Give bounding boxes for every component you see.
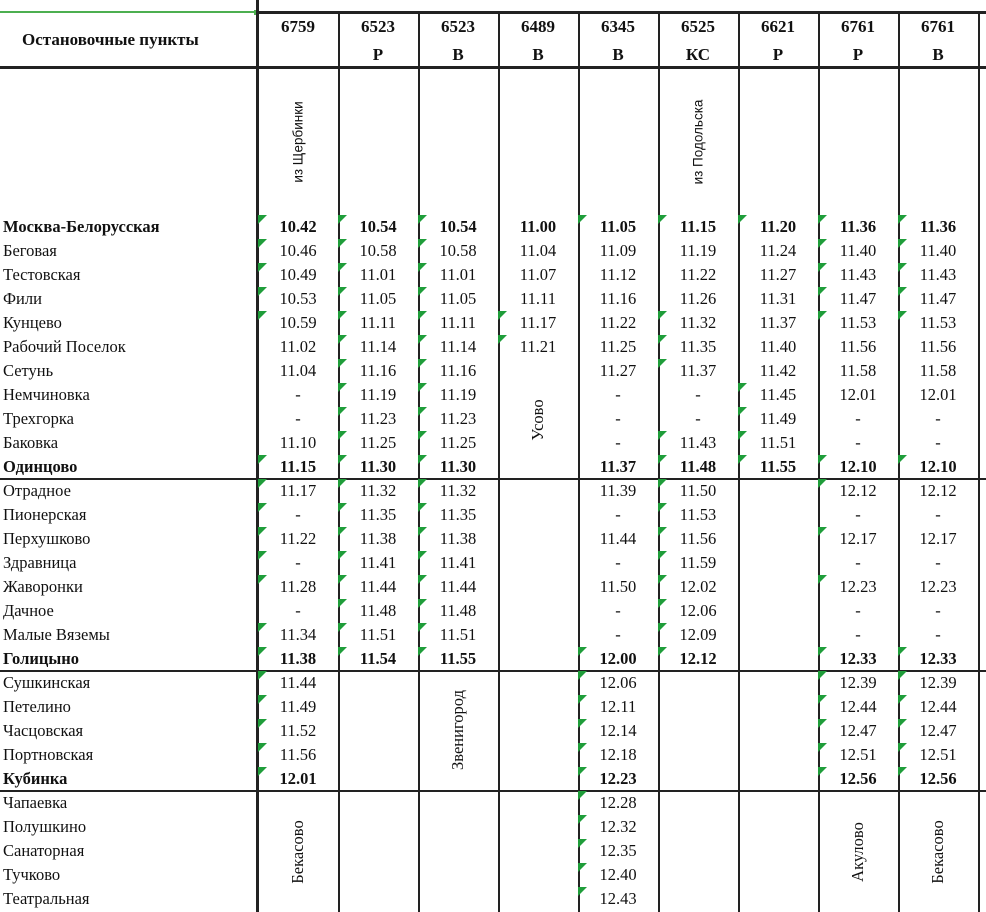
stop-name: Жаворонки xyxy=(3,577,83,596)
time-cell: 11.09 xyxy=(599,241,637,260)
time-cell: 11.17 xyxy=(279,481,317,500)
time-cell: 11.11 xyxy=(360,313,396,332)
time-cell: - xyxy=(935,553,941,572)
train-number: 6345 xyxy=(601,17,635,36)
train-number: 6759 xyxy=(281,17,315,36)
stop-name: Отрадное xyxy=(3,481,71,500)
time-cell: 12.51 xyxy=(919,745,957,764)
time-cell: 11.43 xyxy=(679,433,717,452)
train-type: КС xyxy=(685,45,711,64)
time-cell: 11.49 xyxy=(759,409,797,428)
time-cell: 12.40 xyxy=(599,865,637,884)
stop-name: Голицыно xyxy=(3,649,79,668)
time-cell: 11.32 xyxy=(679,313,717,332)
time-cell: 11.16 xyxy=(599,289,637,308)
time-cell: 10.42 xyxy=(279,217,317,236)
time-cell: 11.48 xyxy=(679,457,717,476)
time-cell: 11.30 xyxy=(359,457,397,476)
time-cell: 11.56 xyxy=(679,529,717,548)
time-cell: 12.56 xyxy=(919,769,957,788)
time-cell: 10.59 xyxy=(279,313,317,332)
time-cell: 11.36 xyxy=(919,217,957,236)
time-cell: 11.35 xyxy=(439,505,477,524)
time-cell: 12.01 xyxy=(279,769,317,788)
time-cell: 11.12 xyxy=(599,265,637,284)
time-cell: 11.41 xyxy=(439,553,477,572)
time-cell: 11.19 xyxy=(439,385,477,404)
time-cell: 12.47 xyxy=(919,721,957,740)
time-cell: 11.49 xyxy=(279,697,317,716)
time-cell: - xyxy=(855,433,861,452)
time-cell: 11.15 xyxy=(679,217,717,236)
time-cell: 11.22 xyxy=(599,313,637,332)
time-cell: 11.01 xyxy=(439,265,477,284)
train-type: В xyxy=(452,45,464,64)
time-cell: 11.15 xyxy=(279,457,317,476)
stop-name: Здравница xyxy=(3,553,77,572)
stop-name: Театральная xyxy=(3,889,90,908)
stop-name: Санаторная xyxy=(3,841,85,860)
time-cell: 10.58 xyxy=(439,241,477,260)
time-cell: 11.38 xyxy=(439,529,477,548)
time-cell: 11.40 xyxy=(759,337,797,356)
time-cell: 11.45 xyxy=(759,385,797,404)
time-cell: 10.54 xyxy=(359,217,397,236)
time-cell: 11.53 xyxy=(679,505,717,524)
train-type: В xyxy=(532,45,544,64)
time-cell: 11.19 xyxy=(679,241,717,260)
terminus-note: Бекасово xyxy=(928,820,947,884)
time-cell: 11.10 xyxy=(279,433,317,452)
time-cell: 11.48 xyxy=(439,601,477,620)
time-cell: 12.44 xyxy=(919,697,957,716)
time-cell: 11.44 xyxy=(599,529,637,548)
time-cell: 12.23 xyxy=(919,577,957,596)
time-cell: 10.54 xyxy=(439,217,477,236)
time-cell: 11.22 xyxy=(279,529,317,548)
time-cell: - xyxy=(935,505,941,524)
time-cell: 12.32 xyxy=(599,817,637,836)
terminus-note: Бекасово xyxy=(288,820,307,884)
time-cell: 11.30 xyxy=(439,457,477,476)
time-cell: - xyxy=(615,553,621,572)
time-cell: - xyxy=(615,385,621,404)
time-cell: - xyxy=(695,385,701,404)
time-cell: 12.51 xyxy=(839,745,877,764)
time-cell: 12.33 xyxy=(839,649,877,668)
stop-name: Дачное xyxy=(3,601,54,620)
time-cell: 11.40 xyxy=(839,241,877,260)
time-cell: 11.58 xyxy=(919,361,957,380)
stop-name: Тучково xyxy=(3,865,61,884)
time-cell: - xyxy=(935,409,941,428)
time-cell: 11.50 xyxy=(599,577,637,596)
time-cell: 12.23 xyxy=(839,577,877,596)
train-number: 6525 xyxy=(681,17,715,36)
time-cell: 11.11 xyxy=(440,313,476,332)
stop-name: Кунцево xyxy=(3,313,62,332)
stop-name: Фили xyxy=(3,289,42,308)
time-cell: 11.51 xyxy=(759,433,797,452)
train-number: 6489 xyxy=(521,17,555,36)
stop-name: Москва-Белорусская xyxy=(3,217,160,236)
time-cell: 11.50 xyxy=(679,481,717,500)
time-cell: 11.05 xyxy=(599,217,637,236)
time-cell: 11.32 xyxy=(439,481,477,500)
time-cell: 11.35 xyxy=(359,505,397,524)
time-cell: 12.01 xyxy=(839,385,877,404)
time-cell: - xyxy=(295,409,301,428)
time-cell: 12.39 xyxy=(839,673,877,692)
time-cell: 11.41 xyxy=(359,553,397,572)
row-border xyxy=(0,66,986,69)
time-cell: 12.12 xyxy=(839,481,877,500)
train-type: В xyxy=(612,45,624,64)
stop-name: Одинцово xyxy=(3,457,78,476)
time-cell: 12.10 xyxy=(839,457,877,476)
time-cell: 11.43 xyxy=(919,265,957,284)
stop-name: Сушкинская xyxy=(3,673,91,692)
train-type: Р xyxy=(772,45,784,64)
time-cell: 11.56 xyxy=(839,337,877,356)
origin-note: из Подольска xyxy=(690,99,706,185)
time-cell: - xyxy=(695,409,701,428)
train-type: В xyxy=(932,45,944,64)
time-cell: 12.09 xyxy=(679,625,717,644)
time-cell: 11.27 xyxy=(759,265,797,284)
train-number: 6761 xyxy=(921,17,955,36)
time-cell: - xyxy=(295,553,301,572)
stop-name: Трехгорка xyxy=(3,409,75,428)
time-cell: 11.37 xyxy=(599,457,637,476)
time-cell: 11.27 xyxy=(599,361,637,380)
time-cell: 12.44 xyxy=(839,697,877,716)
time-cell: 11.43 xyxy=(839,265,877,284)
time-cell: 11.47 xyxy=(919,289,957,308)
time-cell: 11.54 xyxy=(359,649,397,668)
time-cell: 12.01 xyxy=(919,385,957,404)
stop-name: Пионерская xyxy=(3,505,87,524)
stop-name: Тестовская xyxy=(3,265,81,284)
time-cell: - xyxy=(295,505,301,524)
stop-name: Рабочий Поселок xyxy=(3,337,126,356)
time-cell: - xyxy=(855,601,861,620)
time-cell: 11.23 xyxy=(439,409,477,428)
time-cell: 12.12 xyxy=(919,481,957,500)
time-cell: 11.11 xyxy=(520,289,556,308)
time-cell: 12.43 xyxy=(599,889,637,908)
time-cell: - xyxy=(615,625,621,644)
time-cell: 12.12 xyxy=(679,649,717,668)
time-cell: - xyxy=(855,505,861,524)
time-cell: 11.53 xyxy=(839,313,877,332)
time-cell: 11.35 xyxy=(679,337,717,356)
time-cell: 11.51 xyxy=(359,625,397,644)
time-cell: 11.38 xyxy=(279,649,317,668)
time-cell: 11.47 xyxy=(839,289,877,308)
time-cell: - xyxy=(615,601,621,620)
time-cell: - xyxy=(855,625,861,644)
time-cell: - xyxy=(615,505,621,524)
time-cell: - xyxy=(855,409,861,428)
time-cell: - xyxy=(935,601,941,620)
column-border xyxy=(498,11,500,912)
stop-name: Петелино xyxy=(3,697,71,716)
time-cell: 11.19 xyxy=(359,385,397,404)
train-number: 6523 xyxy=(441,17,475,36)
time-cell: - xyxy=(295,601,301,620)
time-cell: 12.06 xyxy=(599,673,637,692)
time-cell: 11.05 xyxy=(439,289,477,308)
train-number: 6621 xyxy=(761,17,795,36)
time-cell: 12.10 xyxy=(919,457,957,476)
stop-name: Портновская xyxy=(3,745,94,764)
time-cell: 11.32 xyxy=(359,481,397,500)
time-cell: 11.44 xyxy=(359,577,397,596)
time-cell: 12.02 xyxy=(679,577,717,596)
column-border xyxy=(978,11,980,912)
terminus-note: Акулово xyxy=(848,822,867,882)
time-cell: - xyxy=(615,433,621,452)
time-cell: 12.18 xyxy=(599,745,637,764)
time-cell: 12.14 xyxy=(599,721,637,740)
time-cell: 11.42 xyxy=(759,361,797,380)
stop-name: Малые Вяземы xyxy=(3,625,110,644)
stop-name: Полушкино xyxy=(3,817,87,836)
time-cell: 11.55 xyxy=(759,457,797,476)
time-cell: 11.05 xyxy=(359,289,397,308)
time-cell: 11.20 xyxy=(759,217,797,236)
time-cell: 11.56 xyxy=(919,337,957,356)
train-number: 6523 xyxy=(361,17,395,36)
time-cell: 12.17 xyxy=(839,529,877,548)
time-cell: 11.28 xyxy=(279,577,317,596)
time-cell: 12.35 xyxy=(599,841,637,860)
time-cell: 11.02 xyxy=(279,337,317,356)
time-cell: 11.48 xyxy=(359,601,397,620)
time-cell: 11.34 xyxy=(279,625,317,644)
stop-name: Немчиновка xyxy=(3,385,90,404)
time-cell: 12.47 xyxy=(839,721,877,740)
origin-note: из Щербинки xyxy=(290,101,306,183)
stop-name: Перхушково xyxy=(3,529,91,548)
time-cell: 10.49 xyxy=(279,265,317,284)
selected-cell-outline[interactable] xyxy=(0,0,256,13)
train-number: 6761 xyxy=(841,17,875,36)
time-cell: 11.40 xyxy=(919,241,957,260)
time-cell: - xyxy=(615,409,621,428)
time-cell: 12.33 xyxy=(919,649,957,668)
time-cell: 11.39 xyxy=(599,481,637,500)
stop-name: Баковка xyxy=(3,433,59,452)
time-cell: 11.23 xyxy=(359,409,397,428)
train-type: Р xyxy=(372,45,384,64)
stop-name: Кубинка xyxy=(3,769,68,788)
time-cell: 12.00 xyxy=(599,649,637,668)
time-cell: 11.37 xyxy=(679,361,717,380)
time-cell: 11.59 xyxy=(679,553,717,572)
time-cell: 11.01 xyxy=(359,265,397,284)
time-cell: 11.04 xyxy=(519,241,557,260)
time-cell: 11.55 xyxy=(439,649,477,668)
stops-column-header: Остановочные пункты xyxy=(22,30,199,49)
time-cell: 11.16 xyxy=(359,361,397,380)
time-cell: 11.25 xyxy=(439,433,477,452)
time-cell: 11.24 xyxy=(759,241,797,260)
time-cell: 11.00 xyxy=(519,217,557,236)
time-cell: 11.14 xyxy=(359,337,397,356)
time-cell: 11.25 xyxy=(359,433,397,452)
time-cell: 11.07 xyxy=(519,265,557,284)
time-cell: - xyxy=(295,385,301,404)
time-cell: 11.04 xyxy=(279,361,317,380)
time-cell: 12.39 xyxy=(919,673,957,692)
time-cell: 11.36 xyxy=(839,217,877,236)
train-type: Р xyxy=(852,45,864,64)
time-cell: 11.16 xyxy=(439,361,477,380)
time-cell: 11.58 xyxy=(839,361,877,380)
time-cell: 11.52 xyxy=(279,721,317,740)
time-cell: 11.21 xyxy=(519,337,557,356)
time-cell: 11.44 xyxy=(439,577,477,596)
row-border xyxy=(258,11,986,14)
time-cell: 12.28 xyxy=(599,793,637,812)
time-cell: 10.46 xyxy=(279,241,317,260)
stop-name: Чапаевка xyxy=(3,793,68,812)
time-cell: 11.56 xyxy=(279,745,317,764)
time-cell: 10.58 xyxy=(359,241,397,260)
terminus-note: Усово xyxy=(528,399,547,441)
time-cell: - xyxy=(935,625,941,644)
terminus-note: Звенигород xyxy=(448,690,467,770)
time-cell: 11.53 xyxy=(919,313,957,332)
time-cell: 11.44 xyxy=(279,673,317,692)
stop-name: Беговая xyxy=(3,241,57,260)
stop-name: Часцовская xyxy=(3,721,84,740)
time-cell: 11.51 xyxy=(439,625,477,644)
time-cell: 11.17 xyxy=(519,313,557,332)
time-cell: 11.38 xyxy=(359,529,397,548)
time-cell: 11.26 xyxy=(679,289,717,308)
time-cell: 11.37 xyxy=(759,313,797,332)
time-cell: 12.11 xyxy=(599,697,637,716)
time-cell: 12.56 xyxy=(839,769,877,788)
time-cell: 11.25 xyxy=(599,337,637,356)
time-cell: 11.31 xyxy=(759,289,797,308)
time-cell: 12.23 xyxy=(599,769,637,788)
time-cell: 12.17 xyxy=(919,529,957,548)
time-cell: 11.14 xyxy=(439,337,477,356)
time-cell: 11.22 xyxy=(679,265,717,284)
time-cell: - xyxy=(935,433,941,452)
time-cell: 10.53 xyxy=(279,289,317,308)
time-cell: - xyxy=(855,553,861,572)
time-cell: 12.06 xyxy=(679,601,717,620)
stop-name: Сетунь xyxy=(3,361,54,380)
